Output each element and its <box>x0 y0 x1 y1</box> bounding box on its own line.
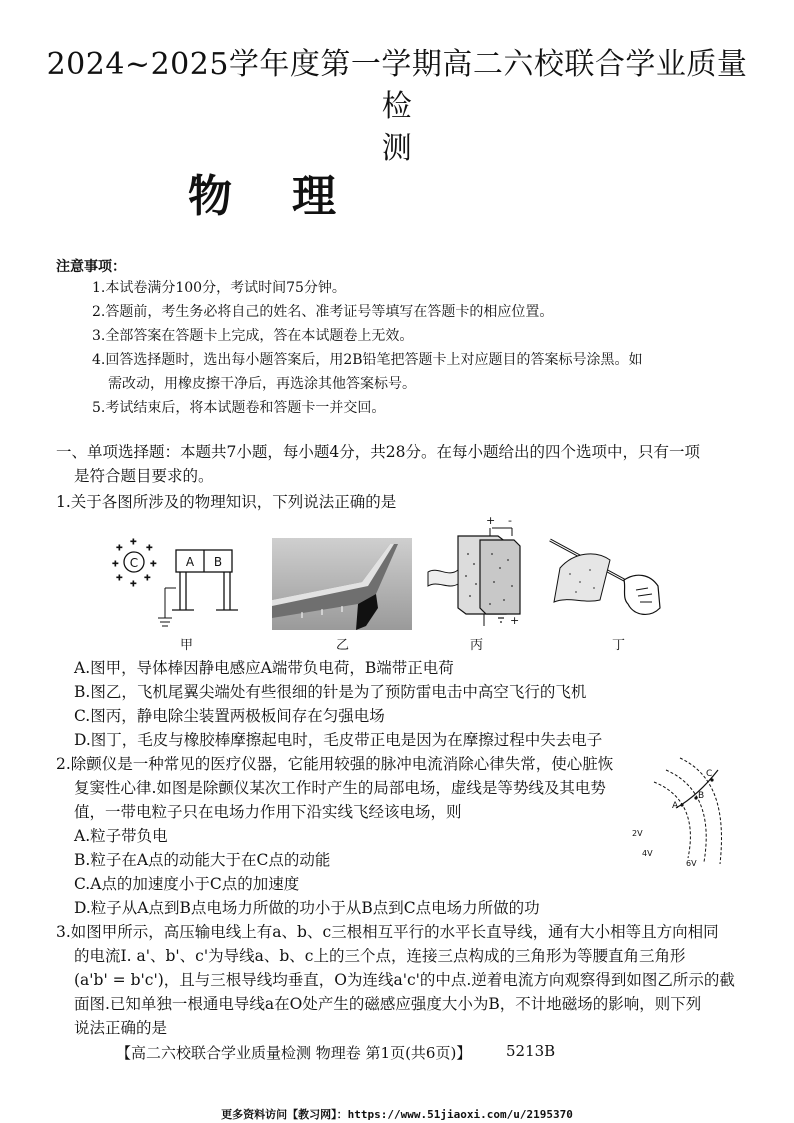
question-1-option-c: C.图丙，静电除尘装置两极板间存在匀强电场 <box>74 707 385 725</box>
figure-potential-2v: 2V <box>632 829 643 838</box>
question-1-option-b: B.图乙，飞机尾翼尖端处有些很细的针是为了预防雷电击中高空飞行的飞机 <box>74 683 587 701</box>
svg-text:+: + <box>130 579 137 588</box>
exam-title-line1: 2024~2025学年度第一学期高二六校联合学业质量检 <box>46 47 748 124</box>
question-2-option-a: A.粒子带负电 <box>74 827 168 845</box>
figure-equipotential-lines <box>626 754 730 866</box>
svg-text:+: + <box>112 559 119 568</box>
figure-jia <box>110 536 260 636</box>
svg-text:+: + <box>130 537 137 546</box>
exam-title <box>40 44 754 170</box>
notice-item-4-cont: 需改动，用橡皮擦干净后，再选涂其他答案标号。 <box>108 376 416 392</box>
subject-title: 物理 <box>188 171 396 222</box>
notice-heading: 注意事项： <box>56 259 126 275</box>
figure-potential-6v: 6V <box>686 859 697 868</box>
figure-label-ding: 丁 <box>612 638 626 653</box>
svg-text:+: + <box>146 543 153 552</box>
question-2-line2: 复窦性心律.如图是除颤仪某次工作时产生的局部电场，虚线是等势线及其电势 <box>74 779 606 797</box>
figure-point-a: A <box>672 801 679 811</box>
figure-bing-electrostatic-precipitator <box>428 514 528 632</box>
exam-title-line2: 测 <box>381 131 413 166</box>
question-2-line1: 2.除颤仪是一种常见的医疗仪器，它能用较强的脉冲电流消除心律失常，使心脏恢 <box>56 755 614 773</box>
svg-text:-: - <box>508 514 512 527</box>
svg-text:+: + <box>510 614 520 627</box>
notice-item-5: 5.考试结束后，将本试题卷和答题卡一并交回。 <box>92 400 386 416</box>
svg-text:+: + <box>486 514 496 527</box>
figure-potential-4v: 4V <box>642 849 653 858</box>
svg-text:+: + <box>150 559 157 568</box>
notice-item-4: 4.回答选择题时，选出每小题答案后，用2B铅笔把答题卡上对应题目的答案标号涂黑。如 <box>92 352 643 368</box>
question-2-option-c: C.A点的加速度小于C点的加速度 <box>74 875 300 893</box>
figure-label-bing: 丙 <box>470 638 484 653</box>
question-3-line3: (a'b' = b'c')，且与三根导线均垂直，O为连线a'c'的中点.逆着电流方向观察得到如图乙所示的截 <box>74 971 735 989</box>
question-2-line3: 值，一带电粒子只在电场力作用下沿实线飞经该电场，则 <box>74 803 462 821</box>
figure-jia-label-b: B <box>213 555 223 569</box>
page-footer: 【高二六校联合学业质量检测 物理卷 第1页(共6页)】 <box>116 1044 472 1062</box>
question-1-option-a: A.图甲，导体棒因静电感应A端带负电荷，B端带正电荷 <box>74 659 454 677</box>
notice-item-3: 3.全部答案在答题卡上完成，答在本试题卷上无效。 <box>92 328 414 344</box>
figure-point-b: B <box>698 791 705 801</box>
section-heading-line2: 是符合题目要求的。 <box>74 467 214 485</box>
figure-yi-aircraft-wing <box>272 538 412 630</box>
source-link[interactable]: 更多资料访问【教习网】：https://www.51jiaoxi.com/u/2195370 <box>221 1108 573 1121</box>
figure-point-c: C <box>706 769 713 779</box>
exam-code: 5213B <box>506 1042 556 1060</box>
question-2-option-b: B.粒子在A点的动能大于在C点的动能 <box>74 851 331 869</box>
figure-label-jia: 甲 <box>180 638 194 653</box>
question-3-line2: 的电流I. a'、b'、c'为导线a、b、c上的三个点，连接三点构成的三角形为等腰直角三角形 <box>74 947 686 965</box>
svg-text:+: + <box>116 543 123 552</box>
figure-jia-label-c: C <box>129 556 139 570</box>
question-2-option-d: D.粒子从A点到B点电场力所做的功小于从B点到C点电场力所做的功 <box>74 899 540 917</box>
notice-item-2: 2.答题前，考生务必将自己的姓名、准考证号等填写在答题卡的相应位置。 <box>92 304 554 320</box>
figure-label-yi: 乙 <box>336 638 350 653</box>
question-1-option-d: D.图丁，毛皮与橡胶棒摩擦起电时，毛皮带正电是因为在摩擦过程中失去电子 <box>74 731 603 749</box>
figure-jia-label-a: A <box>185 555 195 569</box>
figure-ding-rubbing-rod <box>540 530 670 630</box>
svg-text:+: + <box>116 573 123 582</box>
question-1-stem: 1.关于各图所涉及的物理知识，下列说法正确的是 <box>56 493 397 511</box>
question-3-line5: 说法正确的是 <box>74 1019 168 1037</box>
svg-text:+: + <box>144 573 151 582</box>
question-3-line1: 3.如图甲所示，高压输电线上有a、b、c三根相互平行的水平长直导线，通有大小相等且方向相同 <box>56 923 719 941</box>
section-heading-line1: 一、单项选择题：本题共7小题，每小题4分，共28分。在每小题给出的四个选项中，只有一项 <box>56 443 700 461</box>
notice-item-1: 1.本试卷满分100分，考试时间75分钟。 <box>92 280 346 296</box>
question-3-line4: 面图.已知单独一根通电导线a在O处产生的磁感应强度大小为B，不计地磁场的影响，则下列 <box>74 995 702 1013</box>
